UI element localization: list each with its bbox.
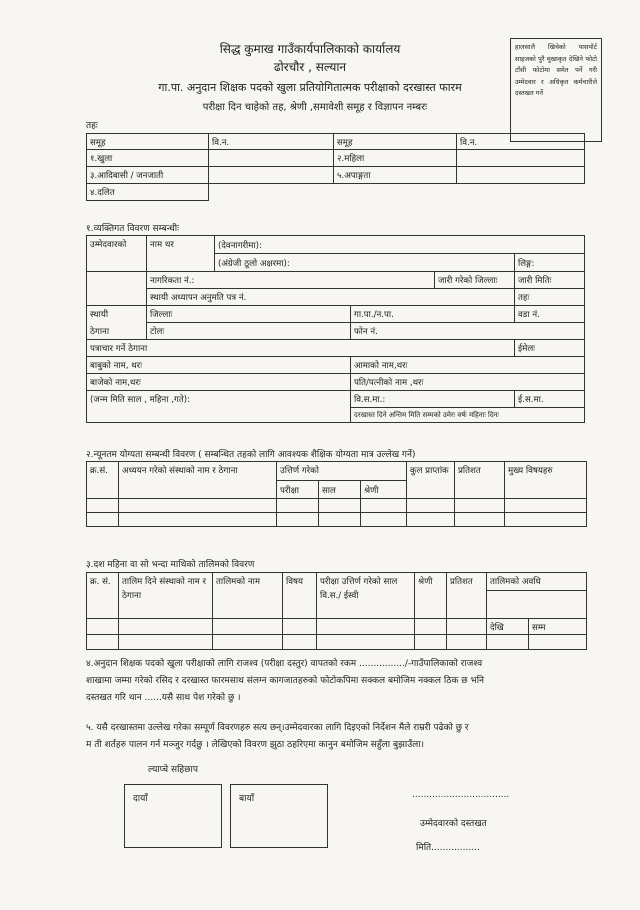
group-dalit: ४.दलित: [87, 184, 209, 201]
qualification-table: [86, 461, 587, 527]
q-passed-header: उत्तिर्ण गरेको: [277, 462, 407, 481]
postal-address-field[interactable]: [87, 340, 515, 357]
signature-line[interactable]: ..................................: [412, 790, 510, 800]
photo-instructions: हालसालै खिचेको पासपोर्ट साइजको पुरै मुखाकृत देखिने फोटो टाँसी फोटोमा समेत पर्ने गरी उम्मेदवार र अधिकृत कर्मचारीले दस्तखत गर्ने: [515, 43, 597, 97]
q-percent-header: प्रतिशत: [455, 462, 505, 499]
phone-label: फोन नं.: [354, 327, 378, 337]
phone-field[interactable]: [351, 323, 585, 340]
section5-line2: म ती शर्तहरु पालन गर्न मञ्जुर गर्दछु । लेखिएको विवरण झुठा ठहरिएमा कानुन बमोजिम सहुँला बुझाउँला।: [86, 740, 425, 750]
issued-date-label: जारी मितिः: [518, 276, 552, 286]
name-english-label: (अंग्रेजी ठूलो अक्षरमा):: [218, 258, 290, 269]
citizenship-label: नागरिकता नं.:: [150, 276, 195, 286]
table-row[interactable]: [87, 635, 587, 650]
grandfather-name-label: बाजेको नाम,थरः: [90, 378, 141, 388]
t-division-header: श्रेणी: [415, 573, 447, 619]
name-label: नाम थर: [147, 236, 215, 272]
vn-disabled[interactable]: [457, 167, 585, 184]
license-field[interactable]: [147, 289, 515, 306]
left-thumb-label: बायाँ: [239, 794, 255, 804]
t-exam-pass-header: परीक्षा उत्तिर्ण गरेको साल वि.स./ ईस्वी: [317, 573, 415, 619]
issued-district-label: जारी गरेको जिल्लाः: [438, 276, 498, 286]
license-level-label: तहः: [518, 293, 530, 303]
dob-ad-label: ई.स.मा.: [518, 395, 544, 405]
name-devanagari-field[interactable]: [215, 236, 585, 254]
vn-indigenous[interactable]: [209, 167, 334, 184]
gapa-field[interactable]: [351, 306, 515, 323]
q-year-header: साल: [319, 481, 361, 499]
dob-label: (जन्म मिति साल , महिना ,गते):: [87, 391, 351, 423]
vn-open[interactable]: [209, 150, 334, 167]
tole-label: टोलः: [150, 327, 165, 337]
name-devanagari-label: (देवनागरीमा):: [218, 240, 262, 251]
t-duration-header: तालिमको अवधि: [487, 573, 587, 591]
age-field[interactable]: [351, 408, 585, 423]
section1-title: १.व्यक्तिगत विवरण सम्बन्धीः: [86, 224, 179, 234]
mother-name-field[interactable]: [351, 357, 585, 374]
age-label: दरखास्त दिने अन्तिम मिति सम्मको उमेरः वर्षः महिनाः दिनः: [354, 410, 499, 419]
section4-text: [86, 656, 596, 707]
form-subtitle: परीक्षा दिन चाहेको तह, श्रेणी ,समावेशी समूह र विज्ञापन नम्बरः: [202, 102, 428, 113]
postal-address-label: पत्राचार गर्ने ठेगाना: [90, 344, 148, 354]
ward-label: वडा नं.: [518, 310, 540, 320]
t-training-header: तालिमको नाम: [213, 573, 283, 619]
q-institution-header: अध्ययन गरेको संस्थाको नाम र ठेगाना: [119, 462, 277, 499]
section3-title: ३.दश महिना वा सो भन्दा माथिको तालिमको विवरण: [86, 560, 255, 570]
issued-date-field[interactable]: [515, 272, 585, 289]
dob-ad-field[interactable]: [515, 391, 585, 408]
address-label: ठेगाना: [87, 323, 147, 340]
form-title: गा.पा. अनुदान शिक्षक पदको खुला प्रतियोगितात्मक परीक्षाको दरखास्त फारम: [158, 81, 462, 94]
name-english-field[interactable]: [215, 254, 515, 272]
ward-field[interactable]: [515, 306, 585, 323]
group-header-2: समूह: [334, 134, 457, 150]
section5-line1: ५. यसै दरखास्तमा उल्लेख गरेका सम्पूर्ण विवरणहरु सत्य छन्।उम्मेदवारका लागि दिइएको निर्देशन मैले राम्ररी पढेको छु र: [86, 723, 469, 733]
mother-name-label: आमाको नाम,थरः: [354, 361, 408, 371]
citizenship-field[interactable]: [147, 272, 435, 289]
t-sn-header: क्र. सं.: [87, 573, 119, 619]
spouse-name-label: पति/पत्नीको नाम ,थरः: [354, 378, 424, 388]
district-label: जिल्लाः: [150, 310, 173, 320]
section5-text: [86, 720, 596, 754]
dob-bs-field[interactable]: [351, 391, 515, 408]
vn-header: वि.न.: [209, 134, 334, 150]
office-title: सिद्ध कुमाख गाउँकार्यपालिकाको कार्यालय: [219, 42, 401, 56]
t-subject-header: विषय: [283, 573, 317, 619]
gender-field[interactable]: [515, 254, 585, 272]
district-field[interactable]: [147, 306, 351, 323]
photo-box[interactable]: [510, 38, 602, 142]
table-row[interactable]: [87, 499, 587, 513]
group-open: १.खुला: [87, 150, 209, 167]
license-label: स्थायी अध्यापन अनुमति पत्र नं.: [150, 293, 247, 303]
q-total-header: कुल प्राप्तांक: [407, 462, 455, 499]
signature-label: उम्मेदवारको दस्तखत: [420, 819, 487, 829]
q-subjects-header: मुख्य विषयहरु: [505, 462, 587, 499]
t-institution-header: तालिम दिने संस्थाको नाम र ठेगाना: [119, 573, 213, 619]
issued-district-field[interactable]: [435, 272, 515, 289]
office-location: ढोरचौर , सल्यान: [273, 60, 347, 74]
thumbprint-title: ल्याप्चे सहिछाप: [148, 765, 198, 775]
t-percent-header: प्रतिशत: [447, 573, 487, 619]
candidate-label: उम्मेदवारको: [87, 236, 147, 272]
section4-line1: ४.अनुदान शिक्षक पदको खुला परीक्षाको लागि राजश्व (परीक्षा दस्तुर) वापतको रकम ................/-गाउँपालिकाको राजश्व: [86, 659, 483, 669]
level-label: तहः: [86, 121, 98, 131]
right-thumb-label: दायाँ: [133, 794, 148, 804]
group-indigenous: ३.आदिबासी / जनजाती: [87, 167, 209, 184]
group-women: २.महिला: [334, 150, 457, 167]
right-thumb-box[interactable]: [124, 784, 222, 848]
email-field[interactable]: [515, 340, 585, 357]
group-header: समूह: [87, 134, 209, 150]
group-disabled: ५.अपाङ्गता: [334, 167, 457, 184]
dob-bs-label: वि.स.मा.:: [354, 395, 386, 405]
section4-line2: शाखामा जम्मा गरेको रसिद र दरखास्त फारमसाथ संलग्न कागजातहरुको फोटोकपिमा सक्कल बमोजिम नक्कल ठिक छ भनि: [86, 676, 485, 686]
training-table: [86, 572, 587, 650]
gapa-label: गा.पा./न.पा.: [354, 310, 394, 320]
permanent-label: स्थायी: [87, 306, 147, 323]
father-name-label: बाबुको नाम, थरः: [90, 361, 142, 371]
license-level-field[interactable]: [515, 289, 585, 306]
gender-label: लिङ्ग:: [518, 258, 535, 269]
tole-field[interactable]: [147, 323, 351, 340]
father-name-field[interactable]: [87, 357, 351, 374]
section4-line3: दस्तखत गरि थान ......यसै साथ पेश गरेको छु ।: [86, 693, 241, 703]
q-division-header: श्रेणी: [361, 481, 407, 499]
left-thumb-box[interactable]: [230, 784, 328, 848]
table-row[interactable]: [87, 513, 587, 527]
q-exam-header: परीक्षा: [277, 481, 319, 499]
spouse-name-field[interactable]: [351, 374, 585, 391]
q-sn-header: क्र.सं.: [87, 462, 119, 499]
personal-details-table: [86, 235, 585, 423]
signature-date[interactable]: मिति.................: [416, 843, 480, 853]
t-from-header: देखि: [487, 619, 529, 635]
t-to-header: सम्म: [529, 619, 587, 635]
grandfather-name-field[interactable]: [87, 374, 351, 391]
email-label: ईमेलः: [518, 344, 535, 354]
group-table: [86, 133, 585, 201]
section2-title: २.न्यूनतम योग्यता सम्बन्धी विवरण ( सम्बन्धित तहको लागि आवश्यक शैक्षिक योग्यता मात्र उल्लेख गर्ने): [86, 450, 416, 460]
vn-header-2: वि.न.: [457, 134, 585, 150]
vn-women[interactable]: [457, 150, 585, 167]
